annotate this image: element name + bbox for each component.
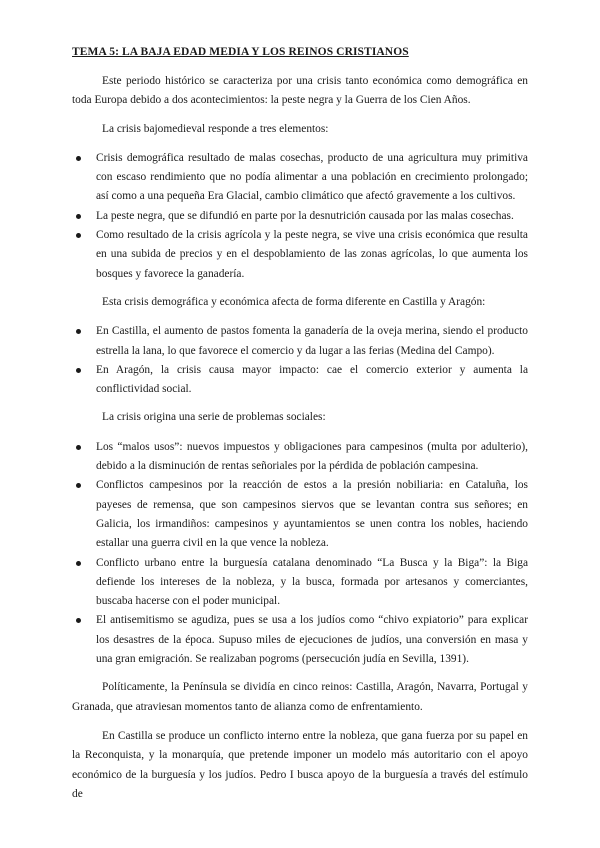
list-item xyxy=(72,149,528,207)
list-item-text: En Castilla, el aumento de pastos fomenta la ganadería de la oveja merina, siendo el producto estrella la lana, lo que favorece el comercio y da lugar a las ferias (Medina del Campo). xyxy=(96,325,528,357)
crisis-elements-list xyxy=(72,149,528,284)
bullet-icon xyxy=(76,618,81,623)
bullet-icon xyxy=(76,329,81,334)
social-problems-list xyxy=(72,438,528,670)
list-item xyxy=(72,207,528,226)
list-item-text: Conflicto urbano entre la burguesía catalana denominado “La Busca y la Biga”: la Biga defiende los intereses de la nobleza, y la busca, formada por artesanos y comerciantes, buscaba hacerse con el poder municipal. xyxy=(96,556,528,608)
political-paragraph: Políticamente, la Península se dividía en cinco reinos: Castilla, Aragón, Navarra, Portugal y Granada, que atraviesan momentos tanto de alianza como de enfrentamiento. xyxy=(72,681,528,713)
list-item xyxy=(72,438,528,477)
bullet-icon xyxy=(76,156,81,161)
regions-intro: Esta crisis demográfica y económica afecta de forma diferente en Castilla y Aragón: xyxy=(102,295,486,308)
bullet-icon xyxy=(76,483,81,488)
page-title: TEMA 5: LA BAJA EDAD MEDIA Y LOS REINOS CRISTIANOS xyxy=(72,46,409,58)
list-item-text: El antisemitismo se agudiza, pues se usa a los judíos como “chivo expiatorio” para explicar los desastres de la época. Supuso miles de ejecuciones de judíos, una conversión en masa y una gran emigración. Se realizaban pogroms (persecución judía en Sevilla, 1391). xyxy=(96,614,528,666)
list-item-text: Crisis demográfica resultado de malas cosechas, producto de una agricultura muy primitiva con escaso rendimiento que no podía alimentar a una población en crecimiento prolongado; así como a una pequeña Era Glacial, cambio climático que afectó gravemente a los cultivos. xyxy=(96,151,528,203)
regions-list xyxy=(72,322,528,399)
list-item-text: Como resultado de la crisis agrícola y la peste negra, se vive una crisis económica que resulta en una subida de precios y en el despoblamiento de las zonas agrícolas, lo que aumenta los bosques y favorece la ganadería. xyxy=(96,229,528,280)
list-item xyxy=(72,611,528,669)
crisis-intro: La crisis bajomedieval responde a tres elementos: xyxy=(102,122,329,135)
list-item xyxy=(72,476,528,553)
list-item-text: Conflictos campesinos por la reacción de estos a la presión nobiliaria: en Cataluña, los payeses de remensa, que son campesinos siervos que se levantan contra sus señores; en Galicia, los irmandiños: campesinos y ayuntamientos se unen contra los nobles, haciendo estallar una guerra civil en la que vence la nobleza. xyxy=(96,479,528,550)
intro-paragraph: Este periodo histórico se caracteriza por una crisis tanto económica como demográfica en toda Europa debido a dos acontecimientos: la peste negra y la Guerra de los Cien Años. xyxy=(72,75,528,107)
list-item-text: Los “malos usos”: nuevos impuestos y obligaciones para campesinos (multa por adulterio), debido a la disminución de rentas señoriales por la pérdida de población campesina. xyxy=(96,440,528,473)
bullet-icon xyxy=(76,214,81,219)
bullet-icon xyxy=(76,368,81,373)
list-item-text: La peste negra, que se difundió en parte por la desnutrición causada por las malas cosechas. xyxy=(96,209,514,222)
bullet-icon xyxy=(76,233,81,238)
castilla-paragraph: En Castilla se produce un conflicto interno entre la nobleza, que gana fuerza por su papel en la Reconquista, y la monarquía, que pretende imponer un modelo más autoritario con el apoyo económico de la burguesía y los judíos. Pedro I busca apoyo de la burguesía a través del estímulo de xyxy=(72,729,528,800)
list-item xyxy=(72,226,528,284)
bullet-icon xyxy=(76,561,81,566)
list-item xyxy=(72,322,528,361)
list-item-text: En Aragón, la crisis causa mayor impacto: cae el comercio exterior y aumenta la conflictividad social. xyxy=(96,363,528,396)
list-item xyxy=(72,361,528,400)
list-item xyxy=(72,554,528,612)
social-intro: La crisis origina una serie de problemas sociales: xyxy=(102,411,326,424)
bullet-icon xyxy=(76,445,81,450)
